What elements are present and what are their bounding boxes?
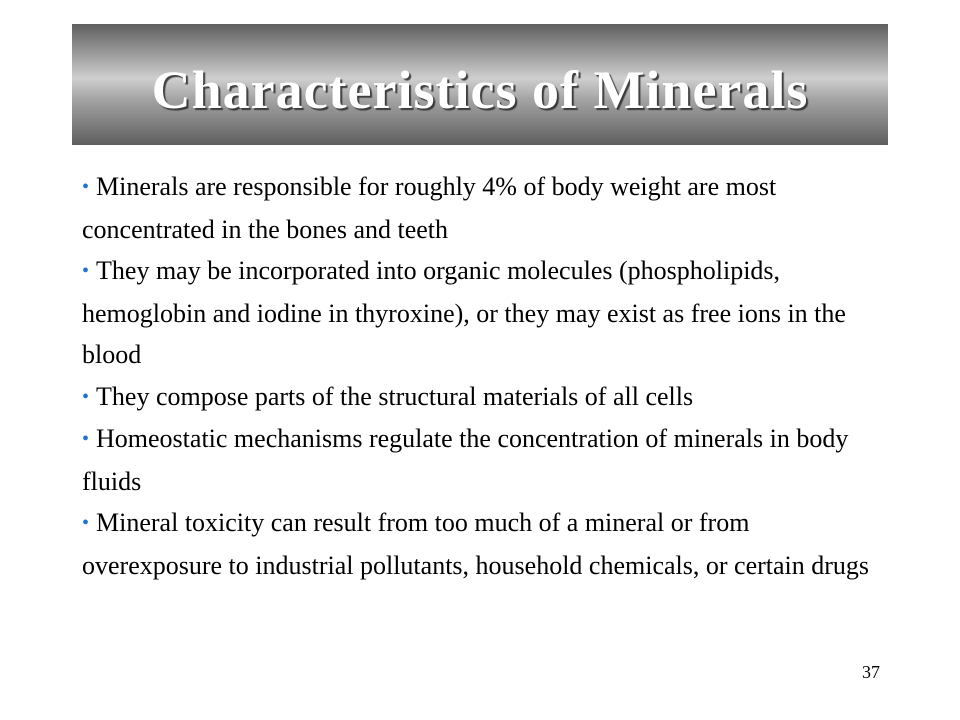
bullet-dot-icon: • bbox=[82, 260, 90, 282]
title-banner bbox=[72, 24, 888, 145]
bullet-text: They compose parts of the structural materials of all cells bbox=[96, 381, 694, 411]
bullet-text: They may be incorporated into organic molecules (phospholipids, hemoglobin and iodine in thyroxine), or they may exist as free ions in the blood bbox=[82, 256, 846, 369]
bullet-item bbox=[82, 376, 882, 419]
bullet-dot-icon: • bbox=[82, 176, 90, 198]
bullet-list bbox=[82, 166, 882, 586]
slide-title: Characteristics of Minerals bbox=[151, 59, 809, 120]
bullet-text: Minerals are responsible for roughly 4% of body weight are most concentrated in the bones and teeth bbox=[82, 172, 777, 244]
bullet-item bbox=[82, 166, 882, 250]
bullet-item bbox=[82, 250, 882, 376]
bullet-item bbox=[82, 502, 882, 586]
bullet-text: Mineral toxicity can result from too much of a mineral or from overexposure to industrial pollutants, household chemicals, or certain drugs bbox=[82, 508, 870, 580]
bullet-dot-icon: • bbox=[82, 512, 90, 534]
page-number: 37 bbox=[862, 662, 880, 682]
bullet-dot-icon: • bbox=[82, 385, 90, 408]
bullet-dot-icon: • bbox=[82, 428, 90, 450]
bullet-item bbox=[82, 418, 882, 502]
bullet-text: Homeostatic mechanisms regulate the concentration of minerals in body fluids bbox=[82, 424, 849, 496]
